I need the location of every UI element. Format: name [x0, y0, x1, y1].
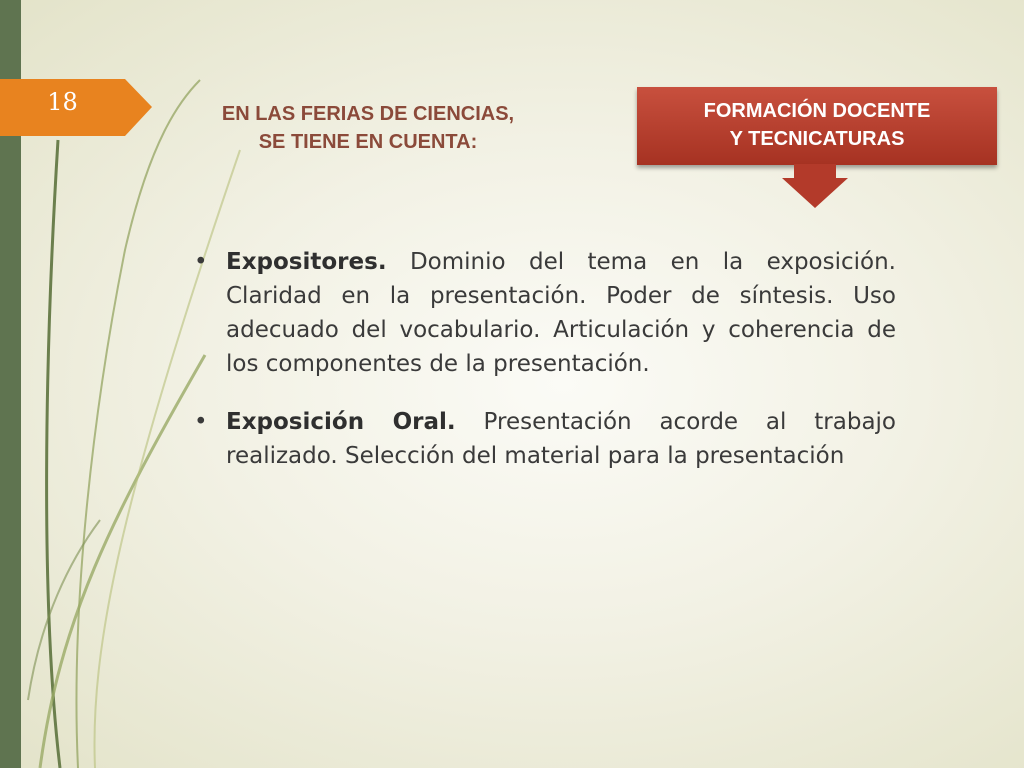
slide-title	[168, 100, 568, 156]
bullet-text: Dominio del tema en la exposición. Claridad en la presentación. Poder de síntesis. Uso adecuado del vocabulario. Articulación y coherencia de los componentes de la presentación.	[226, 249, 896, 377]
slide-title-line-2: SE TIENE EN CUENTA:	[258, 131, 478, 153]
bullet-dot: •	[194, 249, 208, 275]
slide-title-line-1: EN LAS FERIAS DE CIENCIAS,	[221, 103, 515, 125]
bullet-heading: Expositores.	[226, 249, 387, 275]
slide-number: 18	[47, 88, 78, 116]
callout-line-1: FORMACIÓN DOCENTE	[703, 100, 931, 122]
category-callout	[637, 87, 997, 167]
bullet-item-expositores	[190, 245, 896, 381]
callout-text	[637, 97, 997, 153]
bullet-list	[190, 245, 896, 497]
bullet-dot: •	[194, 409, 208, 435]
bullet-text: Presentación acorde al trabajo realizado. Selección del material para la presentación	[226, 409, 896, 469]
bullet-item-exposicion-oral	[190, 405, 896, 473]
callout-down-arrow-icon	[782, 164, 848, 210]
callout-line-2: Y TECNICATURAS	[729, 128, 905, 150]
bullet-heading: Exposición Oral.	[226, 409, 456, 435]
